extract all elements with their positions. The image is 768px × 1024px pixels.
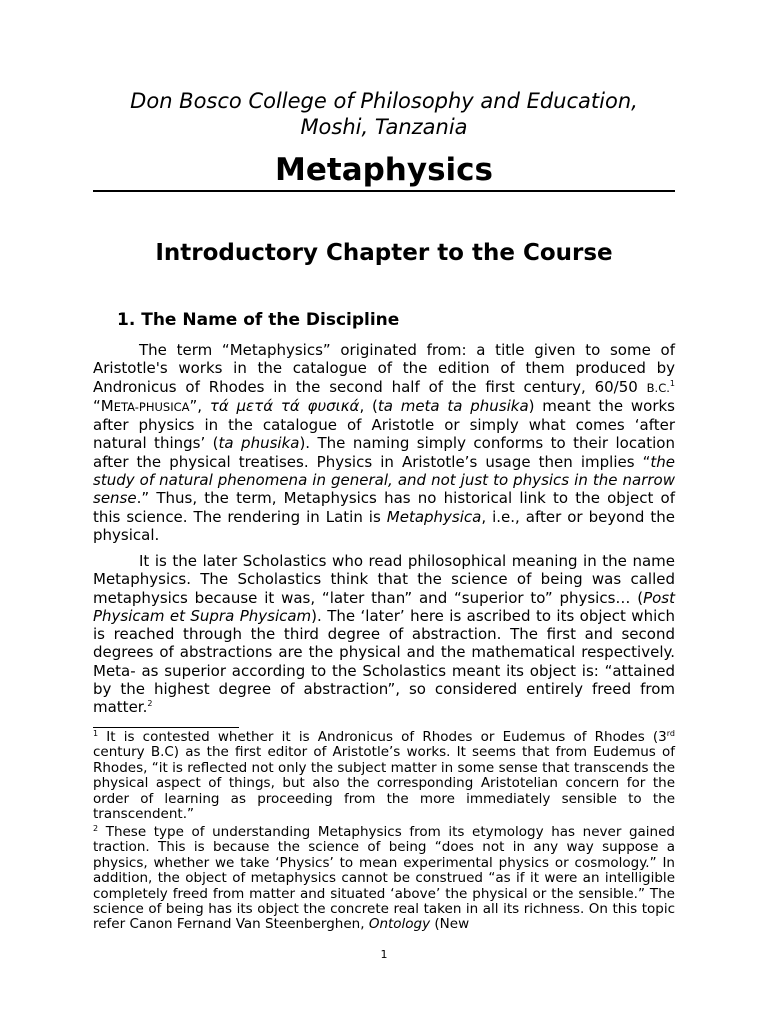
paragraph-1-text: ”, — [189, 396, 210, 415]
footnote-separator — [93, 727, 239, 728]
paragraph-2-text: It is the later Scholastics who read philosophical meaning in the name Metaphysics. The Scholastics think that the science of being was called metaphysics because it was, “later than” and “superior to” physics… ( — [93, 552, 675, 607]
footnote-1-text: It is contested whether it is Andronicus of Rhodes or Eudemus of Rhodes (3 — [98, 729, 667, 745]
footnote-1-number: 1 — [93, 729, 99, 738]
document-title: Metaphysics — [275, 152, 493, 188]
chapter-title: Introductory Chapter to the Course — [155, 240, 613, 266]
transliteration: ta meta ta phusika — [377, 396, 529, 415]
latin-phrase: Post Physicam et Supra Physicam — [93, 588, 675, 625]
bc-abbreviation: B.C. — [646, 380, 670, 395]
title-underline — [93, 190, 675, 192]
meta-phusica-term: M — [100, 396, 114, 415]
institution-line-1: Don Bosco College of Philosophy and Education, — [130, 89, 638, 113]
footnote-2-text: (New — [430, 916, 470, 933]
footnote-ref-1[interactable]: 1 — [669, 378, 675, 388]
section-number: 1. — [117, 310, 136, 330]
paragraph-1-text: ). The naming simply conforms to their location after the physical treatises. Physics in Aristotle’s usage then implies “ — [93, 434, 675, 471]
paragraph-1-text: “ — [93, 396, 101, 415]
footnote-ref-2[interactable]: 2 — [147, 699, 153, 709]
ordinal-suffix: rd — [666, 729, 675, 738]
institution-line-2: Moshi, Tanzania — [300, 115, 468, 139]
paragraph-2 — [93, 552, 675, 717]
paragraph-1-text: , i.e., after or beyond the physical. — [93, 507, 675, 544]
ta-phusika-term: ta phusika — [218, 434, 300, 453]
paragraph-1-text: The term “Metaphysics” originated from: a title given to some of Aristotle's works in the catalogue of the edition of them produced by Andronicus of Rhodes in the second half of the first century, 60/50 — [93, 341, 675, 396]
section-heading — [117, 308, 517, 332]
paragraph-1-text: , ( — [359, 396, 378, 415]
book-title: Ontology — [368, 916, 431, 933]
footnote-1-text: century B.C) as the first editor of Aristotle’s works. It seems that from Eudemus of Rhodes, “it is reflected not only the subject matter in some sense that transcends the physical aspect of things, but also the corresponding Aristotelian concern for the order of learning as proceeding from the more immediately sensible to the transcendent.” — [93, 744, 675, 823]
page-number: 1 — [380, 948, 388, 961]
paragraph-2-text: ). The ‘later’ here is ascribed to its object which is reached through the third degree of abstraction. The first and second degrees of abstractions are the physical and the mathematical respectively. Meta- as superior according to the Scholastics meant its object is: “attained by the highest degree of abstraction”, so considered entirely freed from matter. — [93, 606, 676, 717]
greek-term: τά μετά τά φυσικά — [209, 396, 360, 415]
aristotle-quote: the study of natural phenomena in general, and not just to physics in the narrow sense — [93, 452, 675, 508]
paragraph-1 — [93, 341, 675, 544]
meta-phusica-term: ETA-PHUSICA — [113, 399, 190, 414]
footnote-2-number: 2 — [93, 824, 99, 833]
paragraph-1-text: .” Thus, the term, Metaphysics has no historical link to the object of this science. The rendering in Latin is — [93, 489, 675, 526]
institution-heading — [94, 88, 674, 140]
footnote-2 — [93, 825, 675, 933]
section-title: The Name of the Discipline — [141, 310, 400, 330]
latin-term: Metaphysica — [386, 507, 482, 526]
footnote-2-text: These type of understanding Metaphysics from its etymology has never gained traction. This is because the science of being “does not in any way suppose a physics, whether we take ‘Physics’ to mean experimental physics or cosmology.” In addition, the object of metaphysics cannot be construed “as if it were an intelligible completely freed from matter and situated ‘above’ the physical or the sensible.” The science of being has its object the concrete real taken in all its richness. On this topic refer Canon Fernand Van Steenberghen, — [93, 824, 675, 933]
paragraph-1-text: ) meant the works after physics in the catalogue of Aristotle or simply what comes ‘after natural things’ ( — [93, 396, 675, 453]
footnote-1 — [93, 730, 675, 822]
